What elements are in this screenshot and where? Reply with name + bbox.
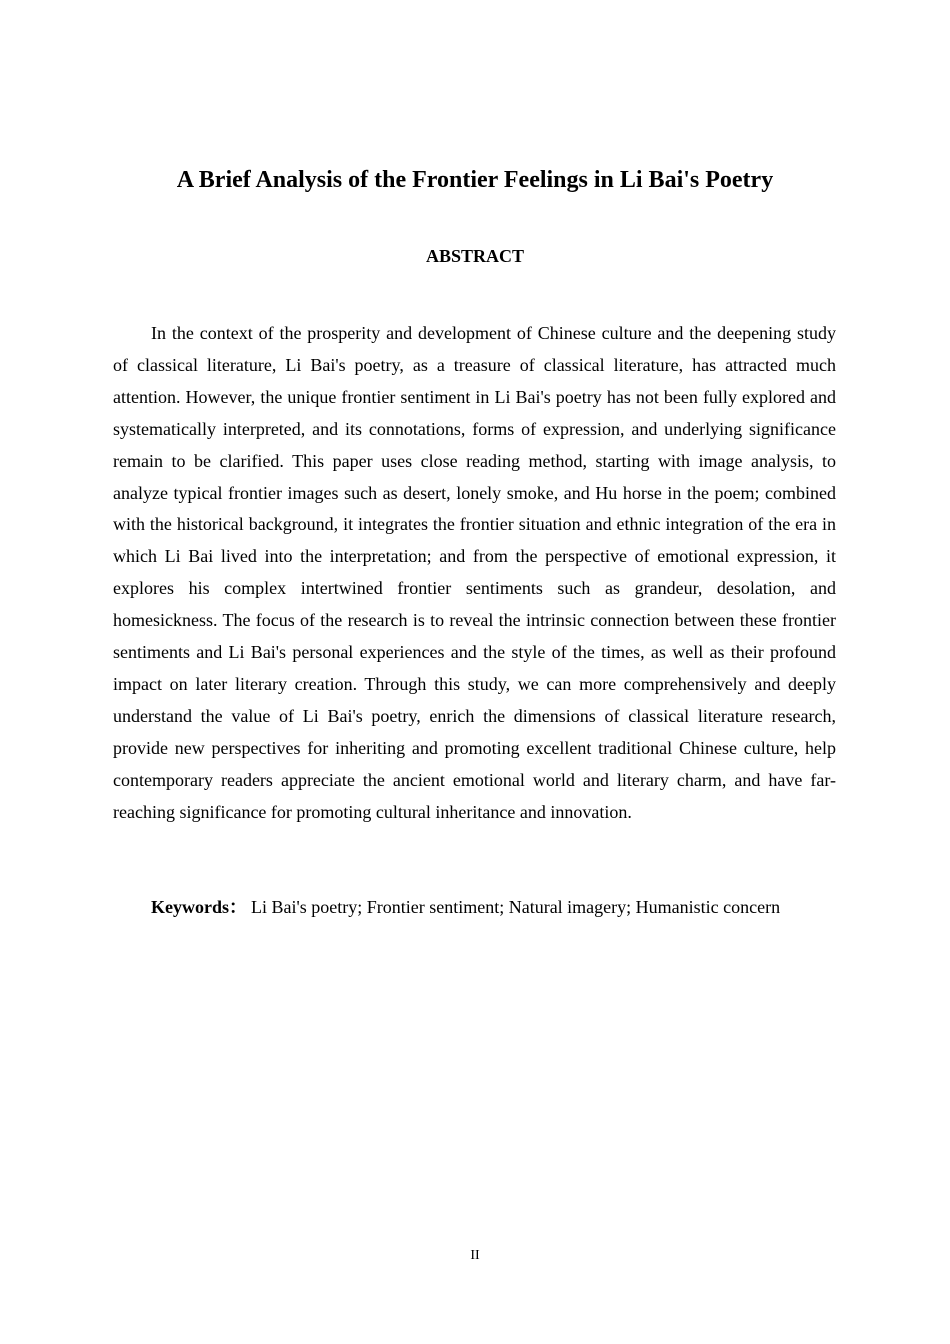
keywords-separator: ： — [229, 897, 247, 917]
keywords-label: Keywords — [151, 897, 229, 917]
paper-title: A Brief Analysis of the Frontier Feelings in Li Bai's Poetry — [176, 167, 774, 193]
abstract-heading: ABSTRACT — [425, 246, 525, 266]
keywords-line — [151, 894, 851, 920]
abstract-body: In the context of the prosperity and development of Chinese culture and the deepening study of classical literature, Li Bai's poetry, as a treasure of classical literature, has attracted much attention. However, the unique frontier sentiment in Li Bai's poetry has not been fully explored and systematically interpreted, and its connotations, forms of expression, and underlying significance remain to be clarified. This paper uses close reading method, starting with image analysis, to analyze typical frontier images such as desert, lonely smoke, and Hu horse in the poem; combined with the historical background, it integrates the frontier situation and ethnic integration of the era in which Li Bai lived into the interpretation; and from the perspective of emotional expression, it explores his complex intertwined frontier sentiments such as grandeur, desolation, and homesickness. The focus of the research is to reveal the intrinsic connection between these frontier sentiments and Li Bai's personal experiences and the style of the times, as well as their profound impact on later literary creation. Through this study, we can more comprehensively and deeply understand the value of Li Bai's poetry, enrich the dimensions of classical literature research, provide new perspectives for inheriting and promoting excellent traditional Chinese culture, help contemporary readers appreciate the ancient emotional world and literary charm, and have far-reaching significance for promoting cultural inheritance and innovation. — [113, 323, 836, 822]
keywords-list: Li Bai's poetry; Frontier sentiment; Natural imagery; Humanistic concern — [251, 897, 781, 917]
page-number: II — [470, 1248, 480, 1263]
